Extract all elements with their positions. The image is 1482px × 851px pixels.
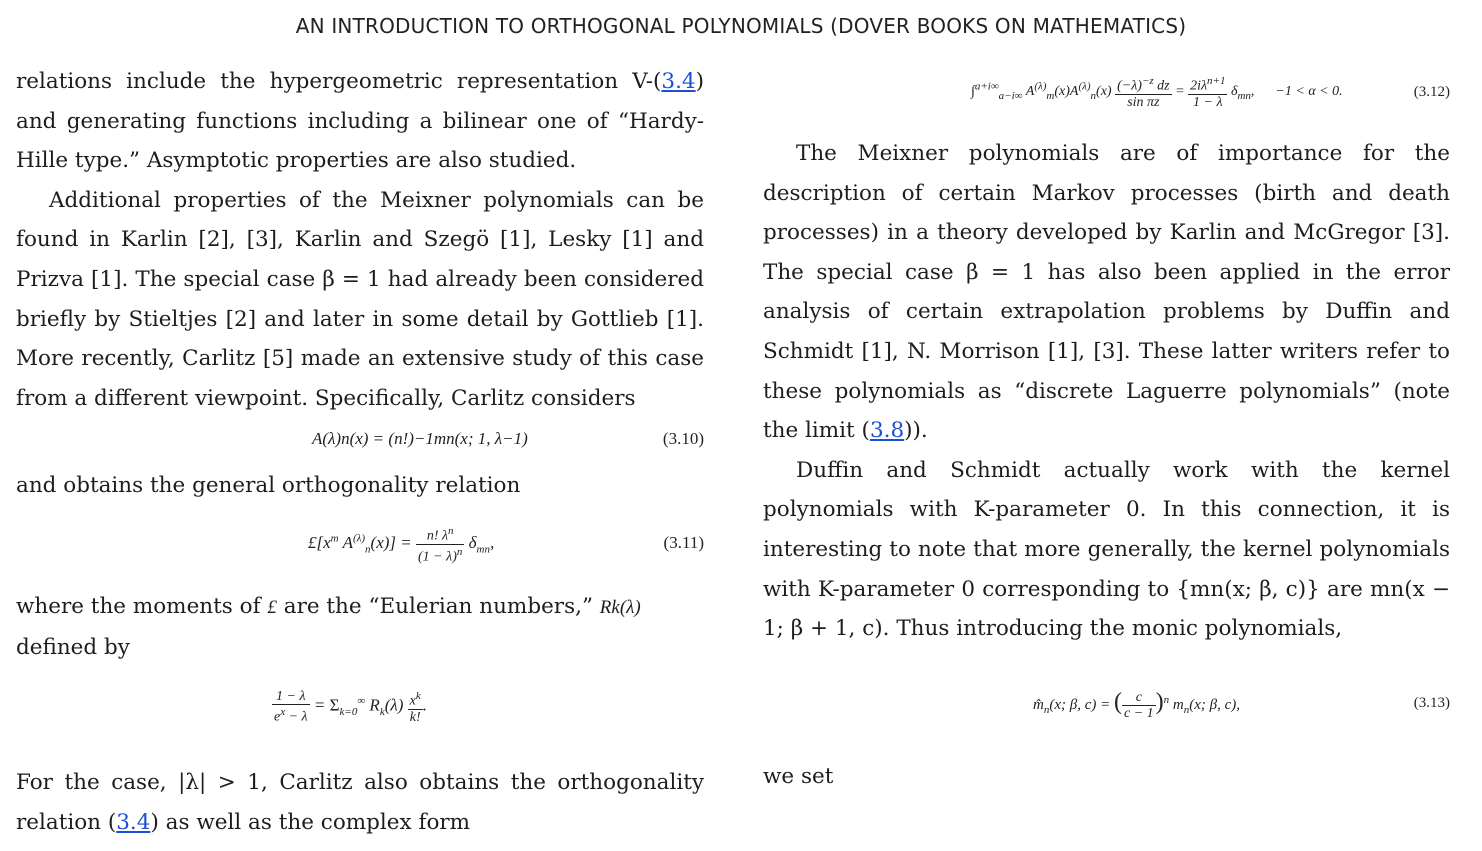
eulerian-definition (16, 667, 704, 763)
functional-symbol: £ (267, 596, 277, 618)
paragraph-5: For the case, |λ| > 1, Carlitz also obtains the orthogonality relation (3.4) as well as the complex form (16, 770, 704, 835)
paragraph-r2: Duffin and Schmidt actually work with the kernel polynomials with K-parameter 0. In this connection, it is interesting to note that more generally, the kernel polynomials with K-parameter 0 corresponding to {mn(x; β, c)} are mn(x − 1; β + 1, c). Thus introducing the monic polynomials, (763, 457, 1450, 642)
equation-3-12-number: (3.12) (1413, 84, 1450, 100)
eulerian-definition-expr: $\frac{1 - \lambda}{e^x - \lambda}$ = $\Sigma_{k=0}^\infty$ $R_k(\lambda)$ $\frac{x^k}{k!}$ . (274, 689, 427, 725)
right-column (763, 62, 1450, 796)
left-column (16, 62, 704, 842)
equation-link-3-4[interactable]: 3.4 (661, 69, 696, 94)
equation-3-10-expr: A(λ)n(x) = (n!)−1mn(x; 1, λ−1) (312, 429, 528, 449)
paragraph-r1: The Meixner polynomials are of importance for the description of certain Markov processes (birth and death processes) in a theory developed by Karlin and McGregor [3]. The special case β = 1 has also been applied in the error analysis of certain extrapolation problems by Duffin and Schmidt [1], N. Morrison [1], [3]. These latter writers refer to these polynomials as “discrete Laguerre polynomials” (note the limit (3.8)). (763, 141, 1450, 444)
paragraph-2: Additional properties of the Meixner polynomials can be found in Karlin [2], [3], Karlin and Szegö [1], Lesky [1] and Prizva [1]. The special case β = 1 had already been considered briefly by Stieltjes [2] and later in some detail by Gottlieb [1]. More recently, Carlitz [5] made an extensive study of this case from a different viewpoint. Specifically, Carlitz considers (16, 187, 704, 411)
paragraph-r3: we set (763, 763, 834, 789)
paragraph-3: and obtains the general orthogonality relation (16, 473, 521, 499)
equation-3-11 (16, 506, 704, 587)
equation-3-11-expr: $£[x^m$ $A^{(\lambda)}_n(x)$] = $\frac{n! \lambda^n}{(1 - \lambda)^n}$ $\delta_{mn}$, (308, 524, 495, 565)
equation-3-10-number: (3.10) (662, 429, 704, 449)
book-title: AN INTRODUCTION TO ORTHOGONAL POLYNOMIALS (DOVER BOOKS ON MATHEMATICS) (295, 14, 1187, 38)
equation-link-3-4-b[interactable]: 3.4 (116, 809, 151, 835)
equation-3-13 (763, 649, 1450, 757)
equation-link-3-8[interactable]: 3.8 (869, 418, 905, 444)
equation-3-13-number: (3.13) (1413, 694, 1450, 711)
equation-3-13-expr: $m̂_n(x$; β, c) = ( $\frac{c}{c - 1}$ )$^n$ $m_n(x$; β, c), (1033, 688, 1241, 721)
equation-3-11-number: (3.11) (663, 532, 704, 552)
equation-3-10 (16, 418, 704, 466)
equation-3-12-expr: ∫$^{a+i\infty}_{a-i\infty}$ $A^{(\lambda)}_m(x)A^{(\lambda)}_n(x)$ $\frac{(-\lambda)^{-z} dz}{\text{sin πz}}$ = $\frac{2i\lambda^{n+1}}{1 - \lambda}$ $\delta_{mn}$, −1 < α < 0. (971, 75, 1343, 110)
paragraph-1: relations include the hypergeometric representation V-(3.4) and generating functions including a bilinear one of “Hardy-Hille type.” Asymptotic properties are also studied. (16, 69, 704, 174)
eulerian-numbers-symbol: Rk(λ) (599, 596, 641, 618)
equation-3-12 (763, 60, 1450, 134)
paragraph-4: where the moments of £ are the “Eulerian numbers,” Rk(λ) defined by (16, 593, 641, 660)
